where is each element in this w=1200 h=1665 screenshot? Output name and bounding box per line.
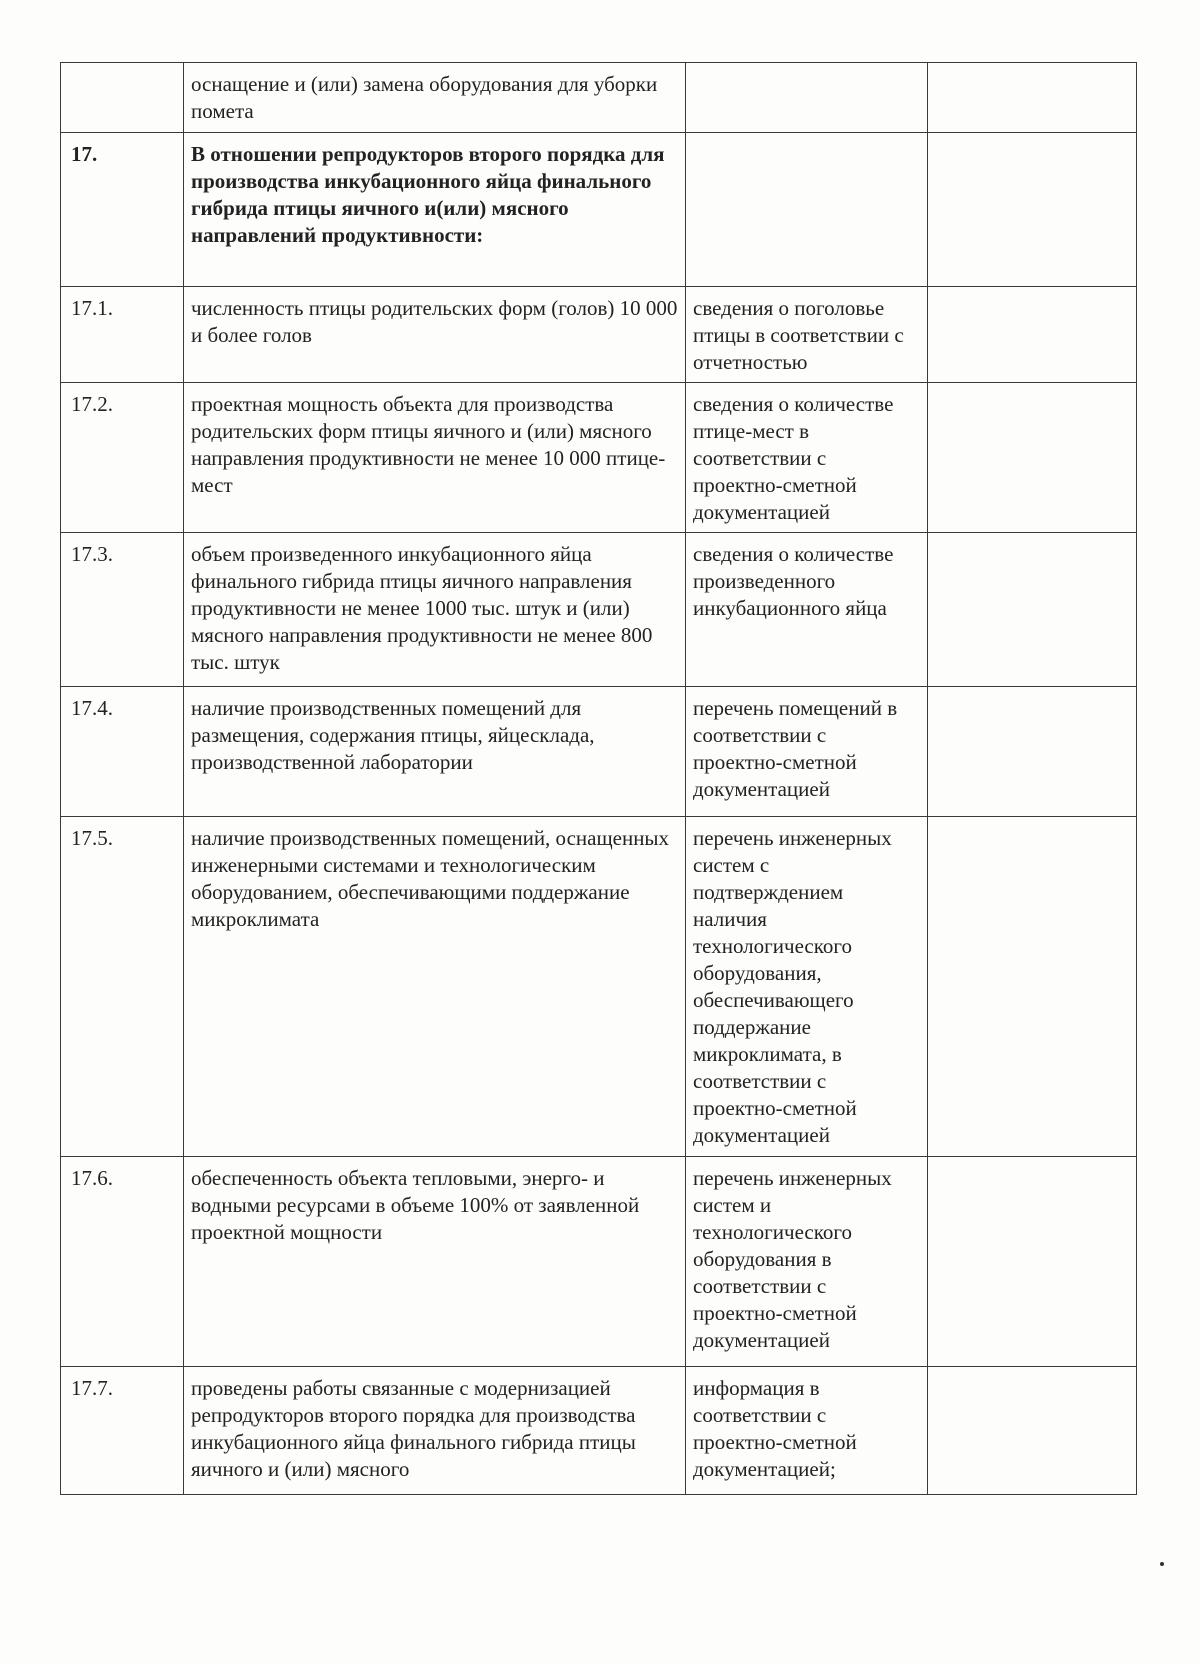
table-row — [61, 533, 1137, 687]
row-number: 17.1. — [61, 287, 184, 383]
table-row — [61, 1157, 1137, 1367]
row-note — [928, 817, 1137, 1157]
row-note — [928, 133, 1137, 287]
row-confirmation: информация в соответствии с проектно-сметной документацией; — [686, 1367, 928, 1495]
table-row — [61, 1367, 1137, 1495]
table-row — [61, 287, 1137, 383]
table-row — [61, 383, 1137, 533]
row-confirmation: сведения о количестве птице-мест в соответствии с проектно-сметной документацией — [686, 383, 928, 533]
row-number: 17.7. — [61, 1367, 184, 1495]
table-row — [61, 63, 1137, 133]
row-note — [928, 383, 1137, 533]
row-confirmation: перечень инженерных систем с подтверждением наличия технологического оборудования, обеспечивающего поддержание микроклимата, в соответствии с проектно-сметной документацией — [686, 817, 928, 1157]
row-requirement: наличие производственных помещений для размещения, содержания птицы, яйцесклада, производственной лаборатории — [184, 687, 686, 817]
table-row — [61, 133, 1137, 287]
row-number: 17.4. — [61, 687, 184, 817]
row-note — [928, 687, 1137, 817]
row-requirement: численность птицы родительских форм (голов) 10 000 и более голов — [184, 287, 686, 383]
row-requirement: наличие производственных помещений, оснащенных инженерными системами и технологическим оборудованием, обеспечивающими поддержание микроклимата — [184, 817, 686, 1157]
row-note — [928, 1157, 1137, 1367]
table-row — [61, 687, 1137, 817]
row-requirement: обеспеченность объекта тепловыми, энерго- и водными ресурсами в объеме 100% от заявленной проектной мощности — [184, 1157, 686, 1367]
requirements-table — [60, 62, 1137, 1495]
row-confirmation: сведения о поголовье птицы в соответствии с отчетностью — [686, 287, 928, 383]
row-note — [928, 533, 1137, 687]
row-number: 17.3. — [61, 533, 184, 687]
row-note — [928, 63, 1137, 133]
requirements-table-body — [61, 63, 1137, 1495]
row-number: 17. — [61, 133, 184, 287]
row-confirmation: перечень помещений в соответствии с проектно-сметной документацией — [686, 687, 928, 817]
row-number: 17.2. — [61, 383, 184, 533]
row-requirement: проведены работы связанные с модернизацией репродукторов второго порядка для производства инкубационного яйца финального гибрида птицы яичного и (или) мясного — [184, 1367, 686, 1495]
row-note — [928, 1367, 1137, 1495]
row-requirement: объем произведенного инкубационного яйца финального гибрида птицы яичного направления продуктивности не менее 1000 тыс. штук и (или) мясного направления продуктивности не менее 800 тыс. штук — [184, 533, 686, 687]
scan-speck — [1160, 1562, 1164, 1566]
row-number — [61, 63, 184, 133]
row-confirmation — [686, 133, 928, 287]
row-confirmation: сведения о количестве произведенного инкубационного яйца — [686, 533, 928, 687]
table-row — [61, 817, 1137, 1157]
row-number: 17.6. — [61, 1157, 184, 1367]
row-requirement: оснащение и (или) замена оборудования для уборки помета — [184, 63, 686, 133]
row-note — [928, 287, 1137, 383]
row-confirmation — [686, 63, 928, 133]
row-number: 17.5. — [61, 817, 184, 1157]
row-requirement: проектная мощность объекта для производства родительских форм птицы яичного и (или) мясного направления продуктивности не менее 10 000 птице-мест — [184, 383, 686, 533]
row-requirement: В отношении репродукторов второго порядка для производства инкубационного яйца финального гибрида птицы яичного и(или) мясного направлений продуктивности: — [184, 133, 686, 287]
row-confirmation: перечень инженерных систем и технологического оборудования в соответствии с проектно-сметной документацией — [686, 1157, 928, 1367]
